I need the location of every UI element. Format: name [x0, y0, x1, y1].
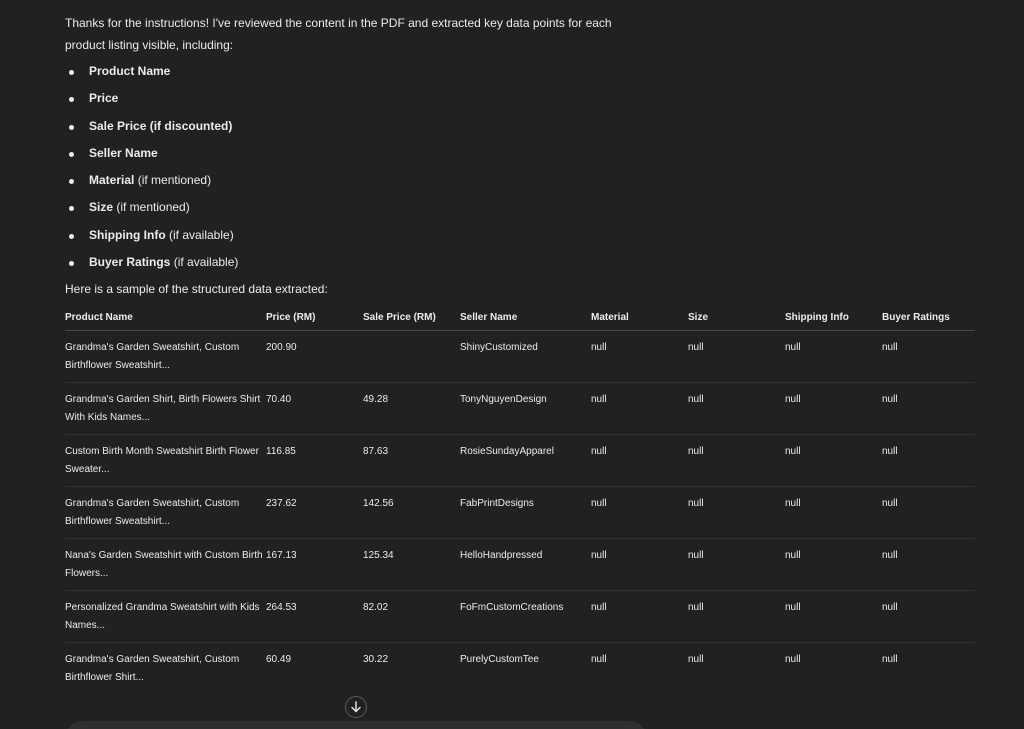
- table-row: [65, 539, 975, 591]
- seller-name-cell: HelloHandpressed: [460, 539, 591, 591]
- field-name: Buyer Ratings: [89, 255, 171, 270]
- bullet-icon: [69, 234, 74, 239]
- material-cell: null: [591, 654, 607, 666]
- seller-name-cell: FoFmCustomCreations: [460, 591, 591, 643]
- price-cell: 60.49: [266, 654, 292, 666]
- size-cell: null: [688, 539, 785, 591]
- buyer-ratings-cell: null: [882, 331, 975, 383]
- bullet-icon: [69, 261, 74, 266]
- field-note: (if available): [165, 227, 234, 242]
- table-row: [65, 591, 975, 643]
- size-cell: null: [688, 591, 785, 643]
- size-cell: null: [688, 487, 785, 539]
- price-cell: 200.90: [266, 331, 363, 383]
- list-item: [65, 249, 975, 276]
- shipping-info-cell: null: [785, 539, 882, 591]
- column-header: Size: [688, 306, 785, 331]
- sale-price-cell: 142.56: [363, 487, 460, 539]
- material-cell: null: [591, 383, 688, 435]
- size-cell: null: [688, 331, 785, 383]
- column-header: Material: [591, 306, 688, 331]
- list-item: [65, 140, 975, 167]
- arrow-down-icon: [350, 701, 362, 713]
- shipping-info-cell: null: [785, 591, 882, 643]
- sale-price-cell: 82.02: [363, 591, 460, 643]
- material-cell: null: [591, 487, 688, 539]
- list-item: [65, 167, 975, 194]
- shipping-info-cell: null: [785, 654, 801, 666]
- table-row: [65, 435, 975, 487]
- list-item: [65, 113, 975, 140]
- sale-price-cell: 30.22: [363, 654, 389, 666]
- shipping-info-cell: null: [785, 487, 882, 539]
- sample-intro: Here is a sample of the structured data extracted:: [65, 282, 328, 297]
- sale-price-cell: 49.28: [363, 383, 460, 435]
- seller-name-cell: ShinyCustomized: [460, 331, 591, 383]
- bullet-icon: [69, 125, 74, 130]
- field-name: Size: [89, 200, 114, 215]
- bullet-icon: [69, 152, 74, 157]
- product-name-cell: Grandma's Garden Sweatshirt, Custom Birthflower Shirt...: [65, 654, 240, 684]
- bullet-icon: [69, 70, 74, 75]
- buyer-ratings-cell: null: [882, 654, 898, 666]
- product-name-cell: Grandma's Garden Sweatshirt, Custom Birthflower Sweatshirt...: [65, 487, 266, 539]
- table-row: [65, 643, 975, 695]
- price-cell: 70.40: [266, 383, 363, 435]
- buyer-ratings-cell: null: [882, 383, 975, 435]
- size-cell: null: [688, 435, 785, 487]
- buyer-ratings-cell: null: [882, 539, 975, 591]
- buyer-ratings-cell: null: [882, 487, 975, 539]
- column-header: Sale Price (RM): [363, 306, 460, 331]
- field-note: (if mentioned): [134, 173, 212, 188]
- field-name: Material: [89, 173, 135, 188]
- material-cell: null: [591, 331, 688, 383]
- shipping-info-cell: null: [785, 383, 882, 435]
- list-item: [65, 85, 975, 112]
- material-cell: null: [591, 539, 688, 591]
- bullet-icon: [69, 206, 74, 211]
- message-intro: Thanks for the instructions! I've reviewed the content in the PDF and extracted key data points for each product listing visible, including:: [65, 16, 612, 52]
- table-row: [65, 331, 975, 383]
- column-header: Product Name: [65, 306, 266, 331]
- field-name: Price: [89, 91, 119, 106]
- product-name-cell: Custom Birth Month Sweatshirt Birth Flower Sweater...: [65, 435, 266, 487]
- field-note: (if mentioned): [113, 200, 190, 215]
- sale-price-cell: 125.34: [363, 539, 460, 591]
- data-table: [65, 306, 975, 695]
- assistant-message: [65, 12, 975, 695]
- price-cell: 167.13: [266, 539, 363, 591]
- bullet-icon: [69, 97, 74, 102]
- seller-name-cell: FabPrintDesigns: [460, 487, 591, 539]
- buyer-ratings-cell: null: [882, 591, 975, 643]
- field-note: (if available): [170, 255, 239, 270]
- bullet-icon: [69, 179, 74, 184]
- field-name: Sale Price (if discounted): [89, 118, 233, 133]
- scroll-to-bottom-button[interactable]: [345, 696, 367, 718]
- column-header: Seller Name: [460, 306, 591, 331]
- list-item: [65, 222, 975, 249]
- product-name-cell: Grandma's Garden Sweatshirt, Custom Birthflower Sweatshirt...: [65, 331, 266, 383]
- field-name: Shipping Info: [89, 227, 166, 242]
- seller-name-cell: RosieSundayApparel: [460, 435, 591, 487]
- shipping-info-cell: null: [785, 435, 882, 487]
- buyer-ratings-cell: null: [882, 435, 975, 487]
- table-row: [65, 383, 975, 435]
- fields-list: [65, 58, 975, 276]
- material-cell: null: [591, 435, 688, 487]
- price-cell: 237.62: [266, 487, 363, 539]
- column-header: Shipping Info: [785, 306, 882, 331]
- seller-name-cell: TonyNguyenDesign: [460, 383, 591, 435]
- sale-price-cell: [363, 331, 460, 383]
- product-name-cell: Nana's Garden Sweatshirt with Custom Birth Flowers...: [65, 539, 266, 591]
- column-header: Price (RM): [266, 306, 363, 331]
- seller-name-cell: PurelyCustomTee: [460, 654, 539, 666]
- field-name: Seller Name: [89, 145, 158, 160]
- message-composer[interactable]: [66, 721, 646, 729]
- price-cell: 116.85: [266, 435, 363, 487]
- field-name: Product Name: [89, 64, 171, 78]
- product-name-cell: Personalized Grandma Sweatshirt with Kids Names...: [65, 591, 266, 643]
- list-item: [65, 58, 975, 85]
- material-cell: null: [591, 591, 688, 643]
- price-cell: 264.53: [266, 591, 363, 643]
- size-cell: null: [688, 654, 704, 666]
- product-name-cell: Grandma's Garden Shirt, Birth Flowers Shirt With Kids Names...: [65, 383, 266, 435]
- table-header-row: [65, 306, 975, 331]
- size-cell: null: [688, 383, 785, 435]
- sale-price-cell: 87.63: [363, 435, 460, 487]
- table-row: [65, 487, 975, 539]
- shipping-info-cell: null: [785, 331, 882, 383]
- list-item: [65, 194, 975, 221]
- column-header: Buyer Ratings: [882, 306, 975, 331]
